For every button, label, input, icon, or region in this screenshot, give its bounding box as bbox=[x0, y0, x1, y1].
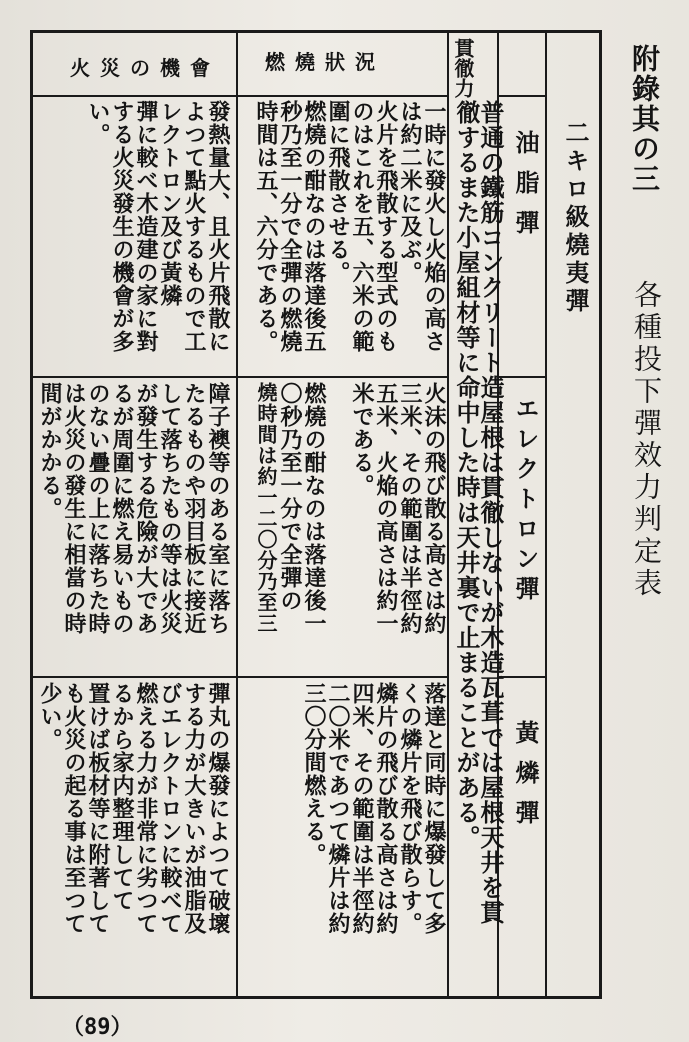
combustion-line: 燃燒の酣なのは落達後一 bbox=[301, 382, 327, 635]
page-title: 各種投下彈效力判定表 bbox=[630, 280, 663, 600]
penetration-text-line: 普通の鐵筋コンクリート造屋根は貫徹しないが木造瓦葺では屋根天井を貫 bbox=[476, 100, 505, 925]
bomb-name-electron: エレクトロン彈 bbox=[511, 396, 540, 606]
header-combustion: 燃燒狀況 bbox=[265, 50, 385, 74]
fire-line: 彈に較べ木造建の家に對 bbox=[133, 100, 159, 353]
fire-line: たるものや羽目板に接近 bbox=[181, 382, 207, 635]
fire-line: 彈丸の爆發によつて破壞 bbox=[205, 682, 231, 935]
column-divider bbox=[236, 30, 238, 999]
combustion-line: 二〇米であつて燐片は約 bbox=[325, 682, 351, 935]
fire-line: 置けば板材等に附著して bbox=[85, 682, 111, 935]
bomb-name-phosphorus: 黃燐彈 bbox=[511, 720, 540, 840]
fire-line: 少い。 bbox=[37, 682, 63, 751]
table-border-right bbox=[599, 30, 602, 999]
fire-line: 間がかかる。 bbox=[37, 382, 63, 520]
combustion-line: 三〇分間燃える。 bbox=[301, 682, 327, 866]
fire-line: びエレクトロンに較べて bbox=[157, 682, 183, 935]
combustion-line: 圍に飛散させる。 bbox=[325, 100, 351, 284]
table-border-top bbox=[30, 30, 602, 33]
fire-line: るが周圍に燃え易いもの bbox=[109, 382, 135, 635]
combustion-line: くの燐片を飛び散らす。 bbox=[397, 682, 423, 935]
combustion-line bbox=[240, 382, 264, 394]
combustion-line: 一時に發火し火焔の高さ bbox=[421, 100, 447, 353]
table-border-bottom bbox=[30, 996, 602, 999]
combustion-line: 三米、その範圍は半徑約 bbox=[397, 382, 423, 635]
header-divider bbox=[497, 95, 547, 97]
combustion-line: は約二米に及ぶ。 bbox=[397, 100, 423, 284]
combustion-line: 落達と同時に爆發して多 bbox=[421, 682, 447, 935]
combustion-line: 秒乃至一分で全彈の燃燒 bbox=[277, 100, 303, 353]
fire-line: 障子襖等のある室に落ち bbox=[205, 382, 231, 635]
fire-line: する力が大きいが油脂及 bbox=[181, 682, 207, 935]
fire-line: レクトロン及び黃燐 bbox=[157, 100, 183, 307]
fire-line: のない疊の上に落ちた時 bbox=[85, 382, 111, 635]
fire-line: るから家内整理してて bbox=[109, 682, 135, 912]
row-divider bbox=[30, 676, 449, 678]
fire-line: も火災の起る事は至つて bbox=[61, 682, 87, 935]
combustion-line: のはこれを五、六米の範 bbox=[349, 100, 375, 353]
combustion-line: 燃燒の酣なのは落達後五 bbox=[301, 100, 327, 353]
combustion-line: 四米、その範圍は半徑約 bbox=[349, 682, 375, 935]
table-border-left bbox=[30, 30, 33, 999]
fire-line: して落ちたもの等は火災 bbox=[157, 382, 183, 635]
header-fire-chance: 火災の機會 bbox=[70, 56, 220, 80]
fire-line: 燃える力が非常に劣つて bbox=[133, 682, 159, 935]
header-divider bbox=[30, 95, 449, 97]
combustion-line: 火片を飛散する型式のも bbox=[373, 100, 399, 353]
combustion-line: 時間は五、六分である。 bbox=[253, 100, 279, 353]
column-divider bbox=[545, 30, 547, 999]
appendix-label: 附錄其の三 bbox=[628, 44, 661, 194]
combustion-line: 燒時間は約一二〇分乃至三 bbox=[254, 382, 278, 634]
fire-line: は火災の發生に相當の時 bbox=[61, 382, 87, 635]
combustion-line: 火沫の飛び散る高さは約 bbox=[421, 382, 447, 635]
combustion-line: 〇秒乃至一分で全彈の bbox=[277, 382, 303, 612]
header-penetration: 貫徹力 bbox=[451, 38, 475, 98]
page-number: （89） bbox=[62, 1015, 133, 1040]
row-divider bbox=[30, 376, 449, 378]
fire-line: い。 bbox=[85, 100, 111, 146]
fire-line: よつて點火するもので工 bbox=[181, 100, 207, 353]
fire-line: が發生する危險が大であ bbox=[133, 382, 159, 635]
combustion-line: 五米、火焔の高さは約一 bbox=[373, 382, 399, 635]
fire-line: する火災發生の機會が多 bbox=[109, 100, 135, 353]
fire-line: 發熱量大、且火片飛散に bbox=[205, 100, 231, 353]
bomb-category-title: 二キロ級燒夷彈 bbox=[561, 120, 590, 316]
penetration-text-line: 徹するまた小屋組材等に命中した時は天井裏で止まることがある。 bbox=[452, 100, 481, 850]
combustion-line: 米である。 bbox=[349, 382, 375, 497]
combustion-line: 燐片の飛び散る高さは約 bbox=[373, 682, 399, 935]
bomb-name-oil: 油脂彈 bbox=[511, 130, 540, 250]
column-divider bbox=[447, 30, 449, 999]
